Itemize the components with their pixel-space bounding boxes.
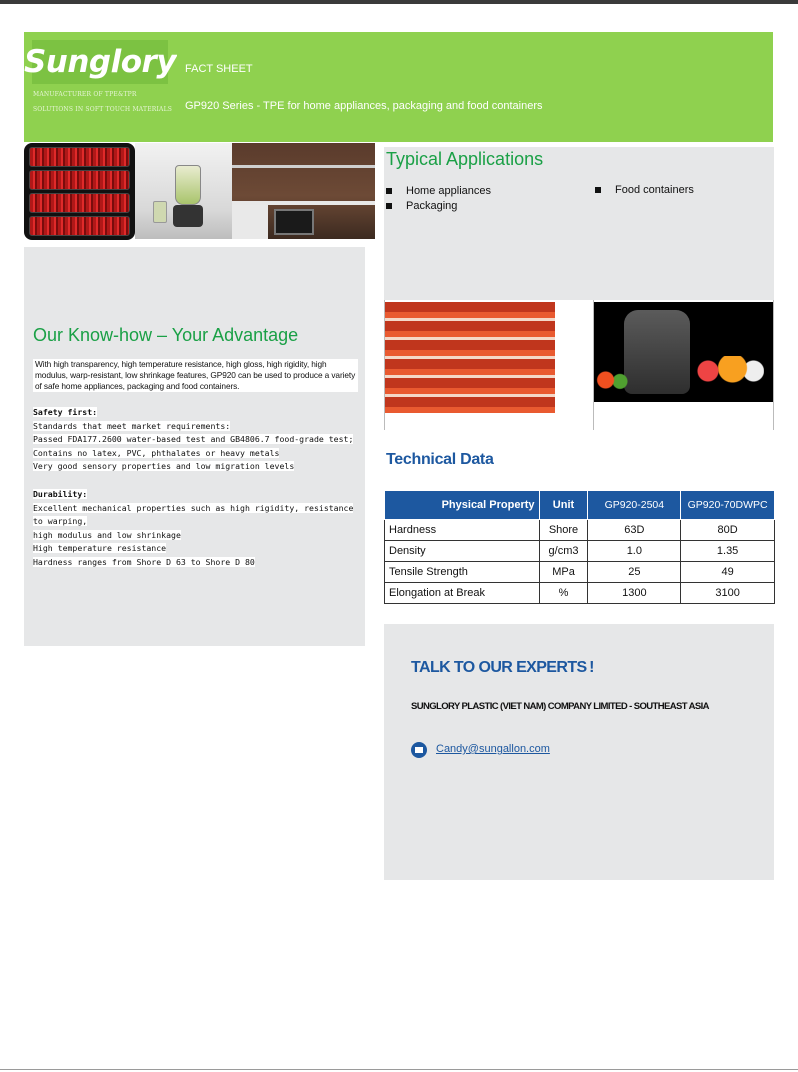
logo <box>23 40 177 84</box>
safety-line: Very good sensory properties and low migration levels <box>33 461 295 472</box>
column-header: Physical Property <box>385 491 540 520</box>
header-band <box>177 32 773 142</box>
application-item: Packaging <box>386 200 457 212</box>
pressure-cooker-image <box>594 302 773 402</box>
series-title: GP920 Series - TPE for home appliances, packaging and food containers <box>185 100 543 112</box>
table-row: Hardness Shore 63D 80D <box>385 520 775 541</box>
durability-line: Excellent mechanical properties such as high rigidity, resistance to warping, <box>33 502 354 527</box>
logo-text: Sunglory <box>23 44 177 80</box>
safety-section <box>33 406 353 474</box>
kitchen-image <box>232 143 375 239</box>
heater-image <box>24 143 135 240</box>
column-header: GP920-2504 <box>588 491 681 520</box>
applications-panel <box>384 147 774 300</box>
durability-heading: Durability: <box>33 489 88 499</box>
experts-panel <box>384 624 774 880</box>
technical-data-table <box>384 490 775 604</box>
knowhow-panel <box>24 247 365 646</box>
blender-image <box>135 143 232 239</box>
knowhow-title: Our Know-how – Your Advantage <box>33 325 299 345</box>
applications-title: Typical Applications <box>386 149 544 169</box>
table-row: Tensile Strength MPa 25 49 <box>385 562 775 583</box>
company-name: SUNGLORY PLASTIC (VIET NAM) COMPANY LIMITED - SOUTHEAST ASIA <box>411 701 709 712</box>
safety-line: Passed FDA177.2600 water-based test and GB4806.7 food-grade test; <box>33 434 354 445</box>
logo-tagline-1: MANUFACTURER OF TPE&TPR <box>33 91 137 98</box>
bullet-icon <box>386 188 392 194</box>
safety-line: Contains no latex, PVC, phthalates or heavy metals <box>33 447 280 458</box>
experts-title: TALK TO OUR EXPERTS ! <box>411 659 594 676</box>
envelope-icon <box>411 742 427 758</box>
bullet-icon <box>386 203 392 209</box>
bottom-border <box>0 1069 798 1070</box>
durability-section <box>33 488 365 570</box>
durability-line: High temperature resistance <box>33 543 167 554</box>
bullet-icon <box>595 187 601 193</box>
logo-tagline-2: SOLUTIONS IN SOFT TOUCH MATERIALS <box>33 106 173 113</box>
knowhow-intro: With high transparency, high temperature resistance, high gloss, high rigidity, high modulus, warp-resistant, low shrinkage features, GP920 can be used to produce a variety of safe home appliances, packaging and food containers. <box>33 359 358 392</box>
safety-heading: Safety first: <box>33 407 98 417</box>
technical-data-title: Technical Data <box>386 451 494 468</box>
logo-block <box>24 32 177 142</box>
application-item: Food containers <box>595 184 694 196</box>
safety-line: Standards that meet market requirements: <box>33 420 231 431</box>
fact-sheet-label: FACT SHEET <box>185 63 253 75</box>
durability-line: Hardness ranges from Shore D 63 to Shore D 80 <box>33 556 255 567</box>
durability-line: high modulus and low shrinkage <box>33 529 181 540</box>
application-item: Home appliances <box>386 185 491 197</box>
table-row: Density g/cm3 1.0 1.35 <box>385 541 775 562</box>
column-header: GP920-70DWPC <box>681 491 775 520</box>
column-header: Unit <box>539 491 588 520</box>
table-row: Elongation at Break % 1300 3100 <box>385 583 775 604</box>
top-border <box>0 0 798 4</box>
food-containers-image <box>385 302 555 413</box>
email-link[interactable]: Candy@sungallon.com <box>436 743 550 755</box>
